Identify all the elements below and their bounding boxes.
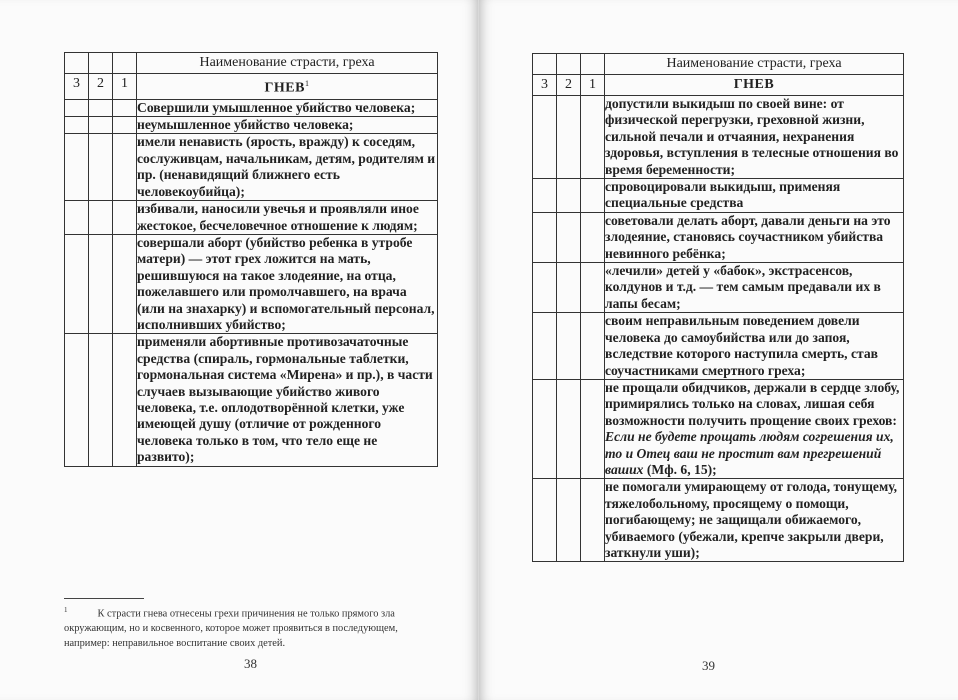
checkbox-cell[interactable] (557, 212, 581, 262)
table-header-title: Наименование страсти, греха (137, 53, 438, 74)
sin-entry: советовали делать аборт, давали деньги на это злодеяние, становясь соучастником убийства невинного ребёнка; (605, 212, 904, 262)
table-row (533, 313, 904, 380)
checkbox-cell[interactable] (89, 234, 113, 333)
sin-entry: допустили выкидыш по своей вине: от физической перегрузки, греховной жизни, сильной печали и отчаяния, нехранения здоровья, вступления в телесные отношения во время беременности; (605, 96, 904, 179)
checkbox-cell[interactable] (581, 263, 605, 313)
checkbox-cell[interactable] (65, 117, 89, 134)
column-label-2: 2 (89, 74, 113, 100)
footnote-text: К страсти гнева отнесены грехи причинения не только прямого зла окружающим, но и косвенного, которое может проявиться в последующем, например: неправильное воспитание своих детей. (64, 608, 398, 650)
checkbox-cell[interactable] (533, 313, 557, 380)
checkbox-cell[interactable] (533, 212, 557, 262)
checkbox-cell[interactable] (581, 179, 605, 213)
sin-entry: «лечили» детей у «бабок», экстрасенсов, колдунов и т.д. — тем самым предавали их в лапы бесам; (605, 263, 904, 313)
sin-entry: совершали аборт (убийство ребенка в утробе матери) — этот грех ложится на мать, решившуюся на такое злодеяние, на отца, пожелавшего или промолчавшего, на врача (или на знахарку) и вспомогательный персонал, исполнивших убийство; (137, 234, 438, 333)
blank-cell (581, 54, 605, 75)
table-row (65, 99, 438, 116)
section-title: ГНЕВ (605, 75, 904, 96)
blank-cell (113, 53, 137, 74)
column-label-3: 3 (65, 74, 89, 100)
sin-entry: имели ненависть (ярость, вражду) к соседям, сослуживцам, начальникам, детям, родителям и пр. (ненавидящий ближнего есть человекоубийца); (137, 134, 438, 201)
checkbox-cell[interactable] (557, 96, 581, 179)
column-label-1: 1 (581, 75, 605, 96)
checkbox-cell[interactable] (65, 134, 89, 201)
checkbox-cell[interactable] (581, 212, 605, 262)
table-row (533, 479, 904, 562)
header-row (533, 54, 904, 75)
checkbox-cell[interactable] (89, 334, 113, 466)
sin-entry: неумышленное убийство человека; (137, 117, 438, 134)
table-row (533, 263, 904, 313)
column-label-3: 3 (533, 75, 557, 96)
checkbox-cell[interactable] (89, 134, 113, 201)
checkbox-cell[interactable] (557, 179, 581, 213)
checkbox-cell[interactable] (89, 117, 113, 134)
scripture-quote: Если не будете прощать людям согрешения их, то и Отец ваш не простит вам прегрешений ваших (605, 429, 894, 477)
blank-cell (89, 53, 113, 74)
checkbox-cell[interactable] (581, 479, 605, 562)
table-row (533, 179, 904, 213)
right-page (479, 0, 958, 700)
checkbox-cell[interactable] (113, 99, 137, 116)
checkbox-cell[interactable] (581, 379, 605, 478)
left-page (0, 0, 478, 700)
checkbox-cell[interactable] (581, 313, 605, 380)
entry-text: не прощали обидчиков, держали в сердце злобу, примирялись только на словах, лишая себя возможности получить прощение своих грехов: (605, 379, 900, 428)
footnote (64, 598, 444, 651)
footnote-marker: 1 (304, 79, 310, 88)
checkbox-cell[interactable] (113, 234, 137, 333)
checkbox-cell[interactable] (533, 96, 557, 179)
checkbox-cell[interactable] (533, 263, 557, 313)
checkbox-cell[interactable] (557, 313, 581, 380)
section-row (65, 74, 438, 100)
sin-entry: Совершили умышленное убийство человека; (137, 99, 438, 116)
checkbox-cell[interactable] (65, 99, 89, 116)
checkbox-cell[interactable] (113, 117, 137, 134)
blank-cell (557, 54, 581, 75)
checkbox-cell[interactable] (533, 179, 557, 213)
checkbox-cell[interactable] (113, 201, 137, 235)
footnote-divider (64, 598, 144, 599)
checkbox-cell[interactable] (557, 379, 581, 478)
sin-entry: своим неправильным поведением довели человека до самоубийства или до запоя, вследствие которого наступила смерть, став соучастниками смертного греха; (605, 313, 904, 380)
table-row (65, 201, 438, 235)
table-row (533, 379, 904, 478)
section-row (533, 75, 904, 96)
table-row (533, 212, 904, 262)
sins-table-left (64, 52, 438, 467)
sins-table-right (532, 53, 904, 562)
checkbox-cell[interactable] (557, 263, 581, 313)
checkbox-cell[interactable] (65, 201, 89, 235)
checkbox-cell[interactable] (533, 479, 557, 562)
table-row (65, 117, 438, 134)
checkbox-cell[interactable] (65, 234, 89, 333)
checkbox-cell[interactable] (89, 201, 113, 235)
column-label-1: 1 (113, 74, 137, 100)
page-number: 39 (702, 658, 715, 673)
checkbox-cell[interactable] (581, 96, 605, 179)
table-row (533, 96, 904, 179)
table-row (65, 334, 438, 466)
checkbox-cell[interactable] (65, 334, 89, 466)
sin-entry: спровоцировали выкидыш, применяя специальные средства (605, 179, 904, 213)
checkbox-cell[interactable] (533, 379, 557, 478)
checkbox-cell[interactable] (113, 334, 137, 466)
checkbox-cell[interactable] (557, 479, 581, 562)
sin-entry-with-quote (605, 379, 904, 478)
section-title-text: ГНЕВ (264, 80, 305, 96)
blank-cell (65, 53, 89, 74)
header-row (65, 53, 438, 74)
column-label-2: 2 (557, 75, 581, 96)
table-row (65, 134, 438, 201)
sin-entry: применяли абортивные противозачаточные средства (спираль, гормональные таблетки, гормональная система «Мирена» и пр.), в части случаев вызывающие убийство живого человека, т.е. оплодотворённой клетки, уже имеющей душу (отличие от рожденного человека только в том, что тело еще не развито); (137, 334, 438, 466)
checkbox-cell[interactable] (113, 134, 137, 201)
table-header-title: Наименование страсти, греха (605, 54, 904, 75)
page-number: 38 (244, 656, 257, 671)
scripture-reference: (Мф. 6, 15); (643, 461, 717, 477)
footnote-number: 1 (64, 606, 68, 614)
blank-cell (533, 54, 557, 75)
sin-entry: не помогали умирающему от голода, тонущему, тяжелобольному, просящему о помощи, погибающему; не защищали обижаемого, убиваемого (убежали, крепче закрыли двери, заткнули уши); (605, 479, 904, 562)
section-title (137, 74, 438, 100)
checkbox-cell[interactable] (89, 99, 113, 116)
sin-entry: избивали, наносили увечья и проявляли иное жестокое, бесчеловечное отношение к людям; (137, 201, 438, 235)
table-row (65, 234, 438, 333)
